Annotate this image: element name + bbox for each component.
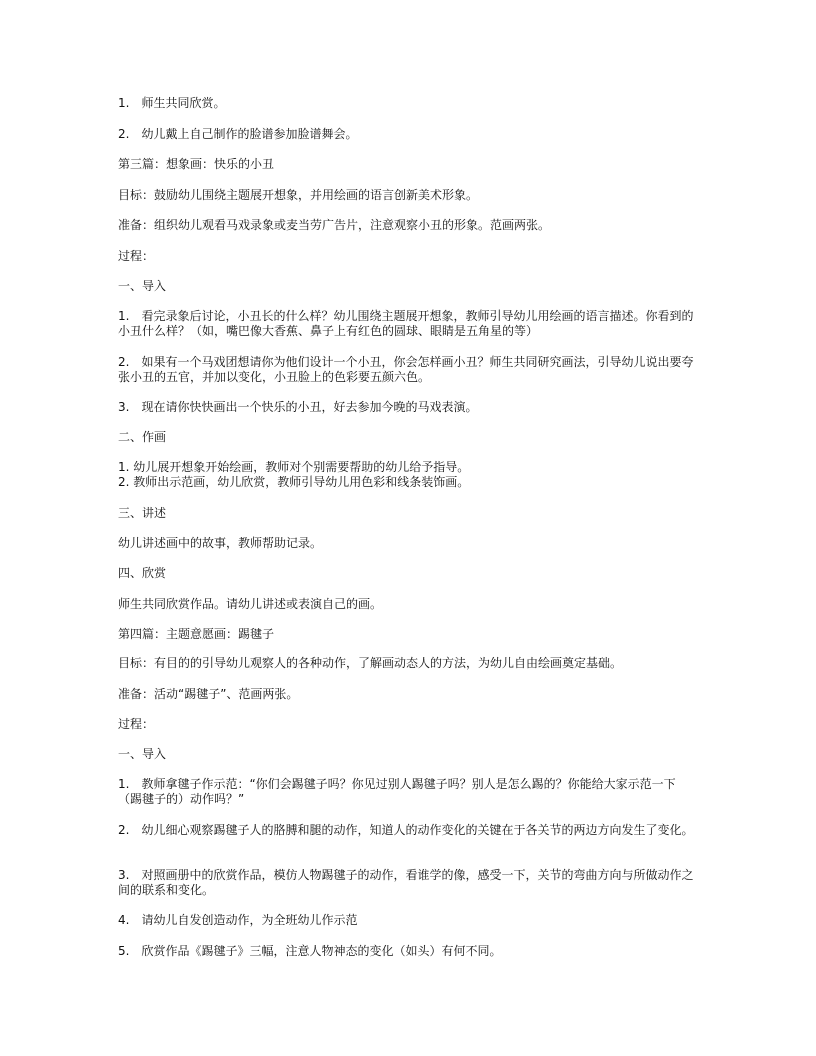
paragraph: 2. 如果有一个马戏团想请你为他们设计一个小丑，你会怎样画小丑？师生共同研究画法，引导幼儿说出要夸张小丑的五官，并加以变化，小丑脸上的色彩要五颜六色。: [118, 355, 694, 384]
paragraph: 目标：鼓励幼儿围绕主题展开想象，并用绘画的语言创新美术形象。: [118, 188, 479, 202]
paragraph: 3. 现在请你快快画出一个快乐的小丑，好去参加今晚的马戏表演。: [118, 400, 478, 414]
paragraph: 2. 教师出示范画，幼儿欣赏，教师引导幼儿用色彩和线条装饰画。: [118, 475, 470, 489]
paragraph: 1. 师生共同欣赏。: [118, 96, 226, 110]
paragraph: 师生共同欣赏作品。请幼儿讲述或表演自己的画。: [118, 597, 383, 611]
section-heading: 第三篇：想象画：快乐的小丑: [118, 157, 275, 171]
paragraph: 1. 幼儿展开想象开始绘画，教师对个别需要帮助的幼儿给予指导。: [118, 460, 470, 474]
subheading: 一、导入: [118, 279, 167, 293]
subheading: 二、作画: [118, 430, 167, 444]
section-heading: 第四篇：主题意愿画：踢毽子: [118, 627, 275, 641]
paragraph: 1. 看完录象后讨论，小丑长的什么样？幼儿围绕主题展开想象，教师引导幼儿用绘画的语言描述。你看到的小丑什么样？（如，嘴巴像大香蕉、鼻子上有红色的圆球、眼睛是五角星的等）: [118, 309, 694, 338]
paragraph: 幼儿讲述画中的故事，教师帮助记录。: [118, 536, 323, 550]
paragraph: 5. 欣赏作品《踢毽子》三幅，注意人物神态的变化（如头）有何不同。: [118, 944, 502, 958]
paragraph: 3. 对照画册中的欣赏作品，模仿人物踢毽子的动作，看谁学的像，感受一下，关节的弯曲方向与所做动作之间的联系和变化。: [118, 868, 694, 897]
subheading: 三、讲述: [118, 506, 167, 520]
paragraph: 目标：有目的的引导幼儿观察人的各种动作，了解画动态人的方法，为幼儿自由绘画奠定基础。: [118, 656, 623, 670]
paragraph: 准备：活动“踢毽子”、范画两张。: [118, 687, 299, 701]
paragraph: 1. 教师拿毽子作示范：“你们会踢毽子吗？你见过别人踢毽子吗？别人是怎么踢的？你能给大家示范一下（踢毽子的）动作吗？”: [118, 777, 676, 806]
paragraph: 4. 请幼儿自发创造动作，为全班幼儿作示范: [118, 913, 358, 927]
paragraph: 过程：: [118, 249, 155, 263]
paragraph: 2. 幼儿戴上自己制作的脸谱参加脸谱舞会。: [118, 127, 358, 141]
subheading: 一、导入: [118, 747, 167, 761]
subheading: 四、欣赏: [118, 566, 167, 580]
paragraph: 准备：组织幼儿观看马戏录象或麦当劳广告片，注意观察小丑的形象。范画两张。: [118, 218, 551, 232]
paragraph: 2. 幼儿细心观察踢毽子人的胳膊和腿的动作，知道人的动作变化的关键在于各关节的两边方向发生了变化。: [118, 823, 694, 837]
paragraph: 过程：: [118, 717, 155, 731]
